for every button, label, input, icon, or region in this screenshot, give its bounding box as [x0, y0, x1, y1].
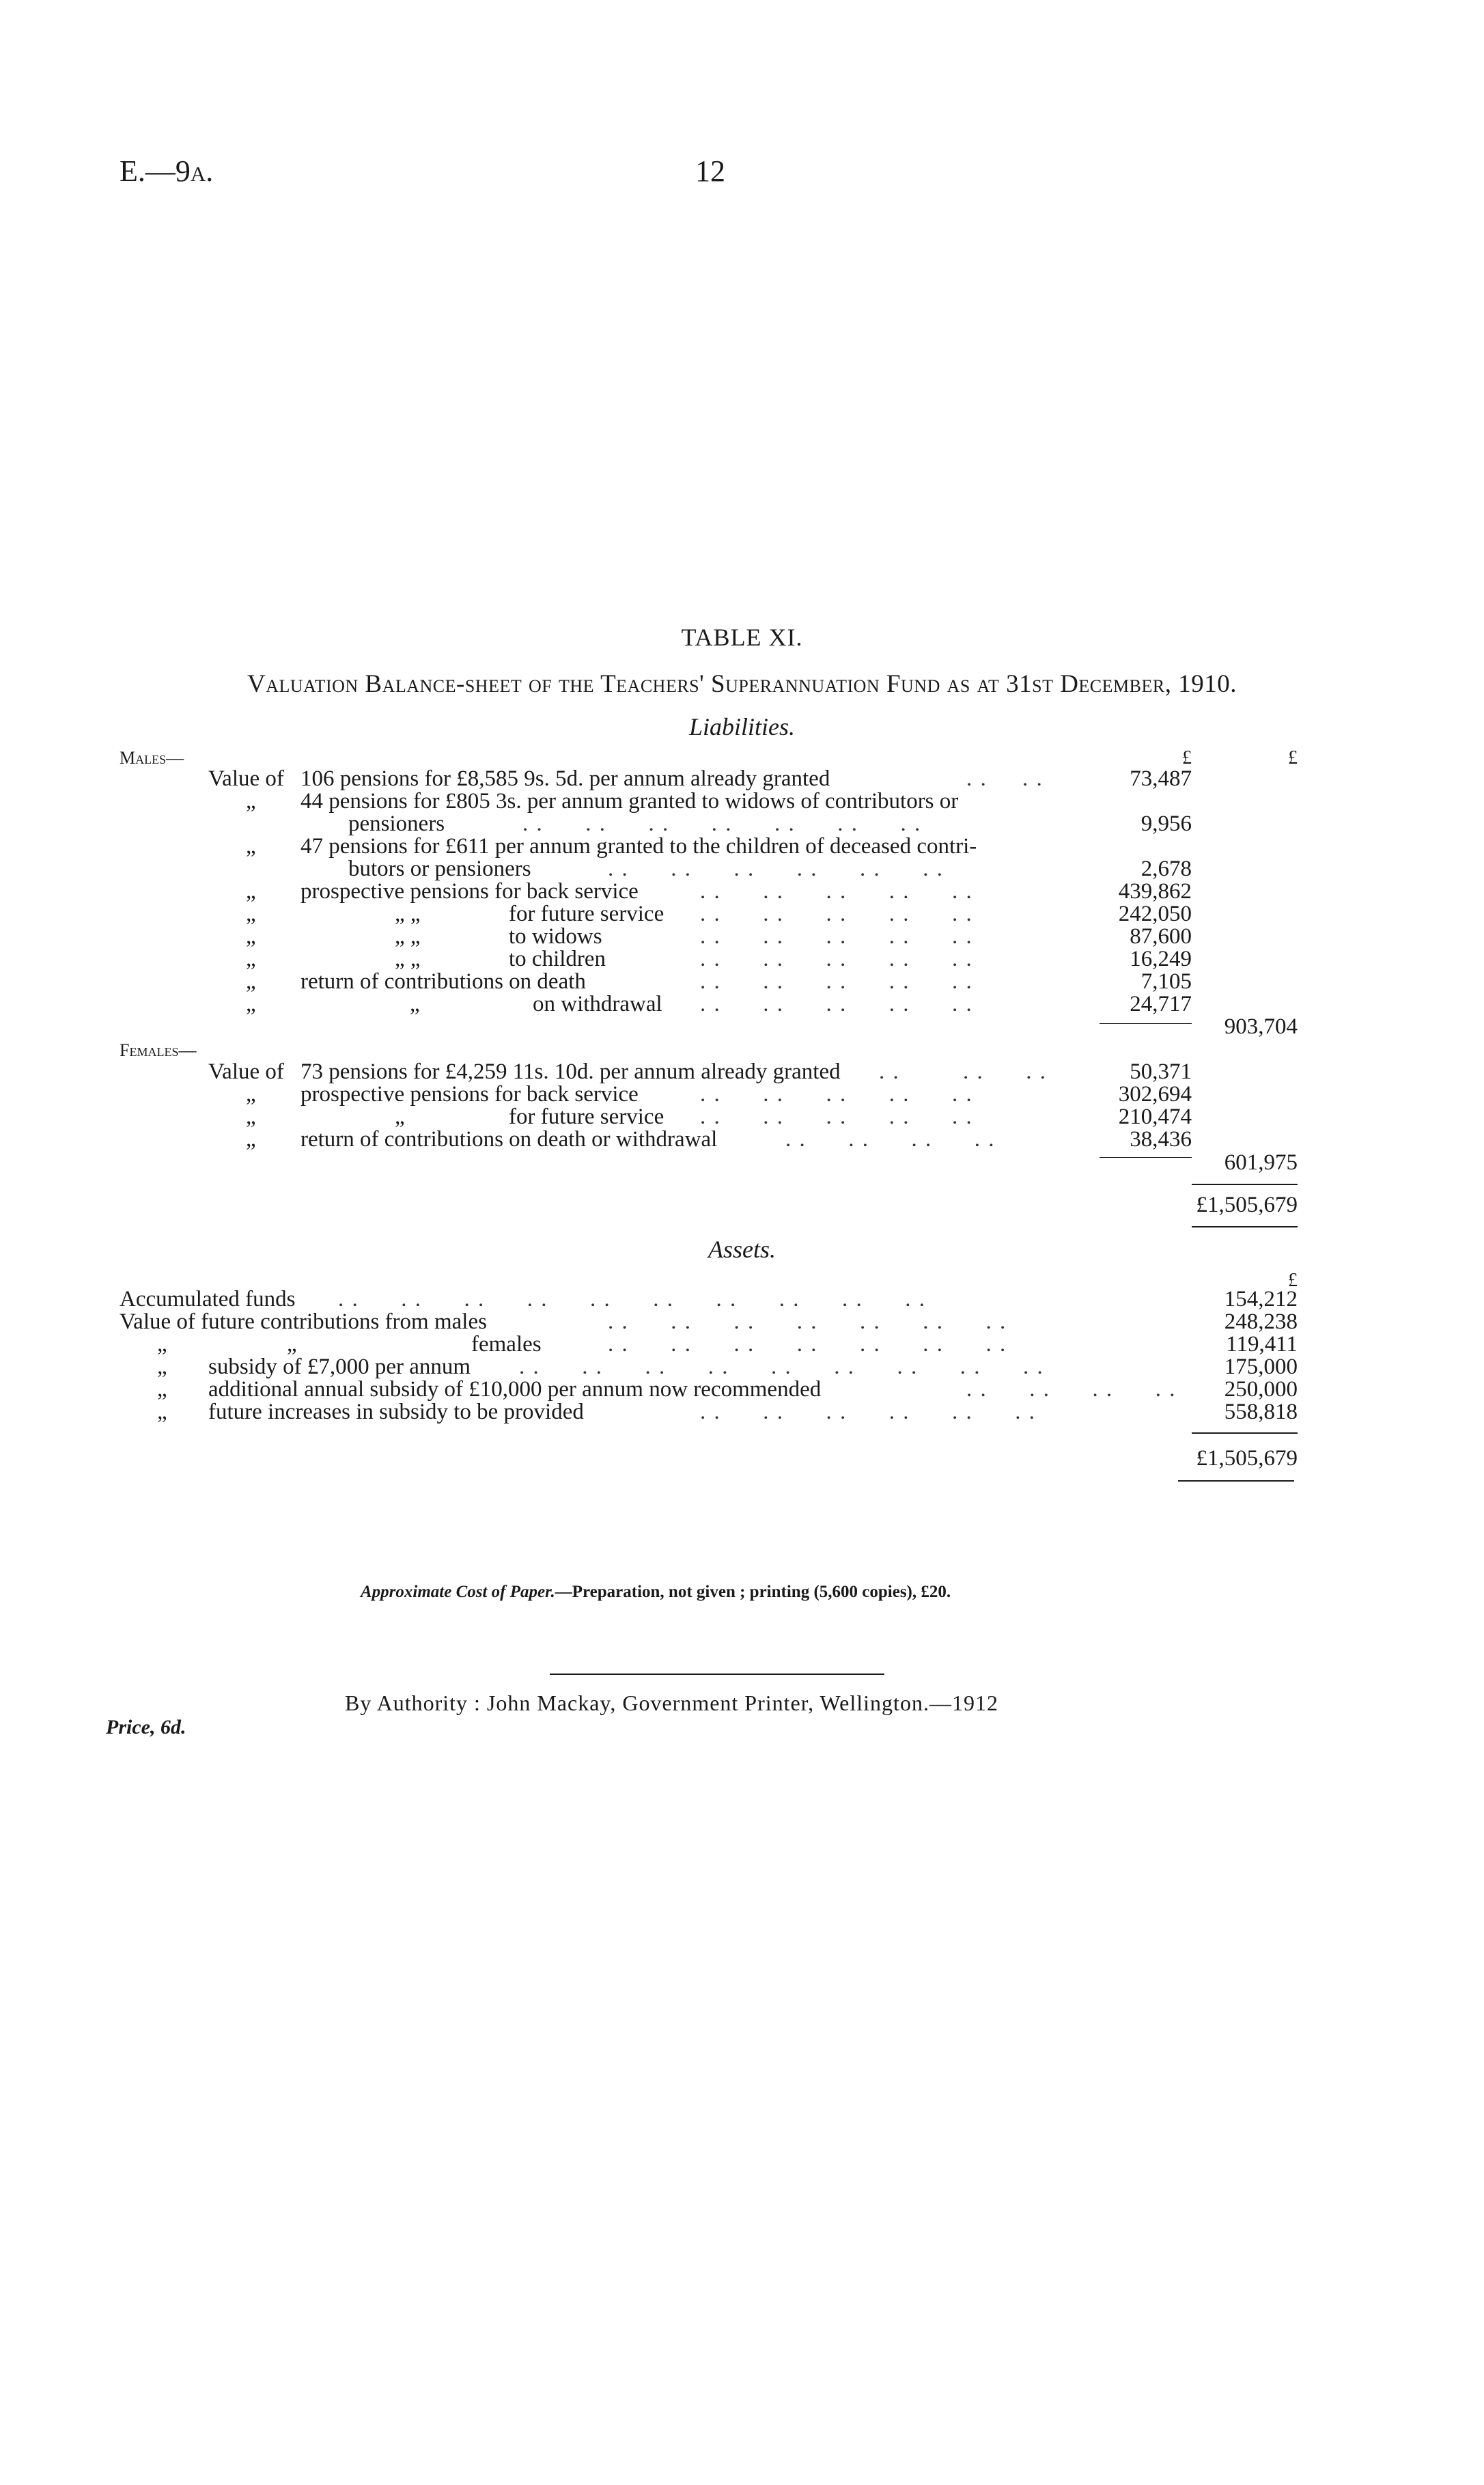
row-label: for future service — [509, 902, 664, 926]
row-amount: 2,678 — [1140, 857, 1192, 881]
asset-prefix: „ — [157, 1400, 167, 1424]
asset-label: subsidy of £7,000 per annum — [208, 1355, 471, 1379]
row-label: for future service — [509, 1105, 664, 1129]
currency-symbol-col1: £ — [1182, 747, 1192, 768]
female-row-1: Value of 73 pensions for £4,259 11s. 10d. per annum already granted . . . . . . 50,371 — [208, 1059, 1192, 1084]
row-label: return of contributions on death — [300, 969, 586, 994]
asset-label: Accumulated funds — [120, 1287, 296, 1311]
assets-total: £1,505,679 — [1196, 1446, 1298, 1471]
male-row-8: „ return of contributions on death . . . . . . . . . . 7,105 — [246, 969, 1192, 994]
row-label: prospective pensions for back service — [300, 879, 639, 904]
page-number: 12 — [695, 154, 725, 188]
row-prefix: Value of — [208, 766, 284, 791]
row-label: on withdrawal — [533, 992, 662, 1016]
asset-amount: 154,212 — [1224, 1287, 1298, 1311]
asset-row-6: „ future increases in subsidy to be provided . . . . . . . . . . . . 558,818 — [157, 1400, 1298, 1424]
currency-symbol-col2: £ — [1288, 747, 1298, 768]
male-row-6: „ „ „ to widows . . . . . . . . . . 87,600 — [246, 924, 1192, 949]
table-number: TABLE XI. — [681, 624, 803, 651]
liabilities-total-rule-bottom — [1192, 1226, 1298, 1227]
printer-authority: By Authority : John Mackay, Government Printer, Wellington.—1912 — [345, 1691, 998, 1715]
male-row-5: „ „ „ for future service . . . . . . . . . . 242,050 — [246, 902, 1192, 926]
male-row-3 — [0, 835, 1484, 858]
cost-label: Approximate Cost of Paper. — [361, 1583, 555, 1601]
row-prefix: „ — [246, 1105, 256, 1129]
asset-ditto: „ — [287, 1332, 297, 1357]
row-label-continued: pensioners — [348, 811, 445, 836]
liabilities-total-rule-top — [1192, 1184, 1298, 1185]
row-label: to children — [509, 947, 606, 971]
females-total-row — [0, 1151, 1484, 1174]
row-prefix: „ — [246, 992, 256, 1016]
row-prefix: „ — [246, 879, 256, 904]
asset-row-2: Value of future contributions from males . . . . . . . . . . . . . . 248,238 — [120, 1309, 1298, 1334]
assets-total-rule-top — [1192, 1432, 1298, 1434]
asset-label: future increases in subsidy to be provided — [208, 1400, 584, 1424]
female-row-3: „ „ for future service . . . . . . . . . . 210,474 — [246, 1105, 1192, 1129]
row-prefix: Value of — [208, 1059, 284, 1084]
liabilities-total-row — [0, 1193, 1484, 1217]
row-amount: 7,105 — [1140, 969, 1192, 994]
asset-prefix: „ — [157, 1355, 167, 1379]
male-row-7: „ „ „ to children . . . . . . . . . . 16,249 — [246, 947, 1192, 971]
asset-row-1: Accumulated funds . . . . . . . . . . . . . . . . . . . . 154,212 — [120, 1287, 1298, 1311]
assets-currency-symbol: £ — [1288, 1270, 1298, 1291]
row-ditto: „ — [410, 992, 420, 1016]
male-row-2-cont: pensioners . . . . . . . . . . . . . . 9,956 — [348, 811, 1192, 836]
asset-amount: 119,411 — [1226, 1332, 1298, 1357]
assets-total-row — [0, 1447, 1484, 1470]
row-amount: 50,371 — [1130, 1059, 1192, 1084]
male-row-1: Value of 106 pensions for £8,585 9s. 5d. per annum already granted . . . . 73,487 — [208, 766, 1192, 791]
row-ditto: „ „ — [395, 924, 421, 949]
row-ditto: „ „ — [395, 947, 421, 971]
female-row-4: „ return of contributions on death or withdrawal . . . . . . . . 38,436 — [246, 1127, 1192, 1152]
male-row-4: „ prospective pensions for back service . . . . . . . . . . 439,862 — [246, 879, 1192, 904]
row-amount: 439,862 — [1118, 879, 1192, 904]
row-label: 47 pensions for £611 per annum granted to the children of deceased contri- — [300, 834, 977, 859]
row-amount: 302,694 — [1118, 1082, 1192, 1107]
row-ditto: „ „ — [395, 902, 421, 926]
females-label: Females— — [120, 1040, 197, 1060]
row-label: to widows — [509, 924, 602, 949]
row-amount: 16,249 — [1130, 947, 1192, 971]
footer-rule — [550, 1674, 884, 1675]
row-prefix: „ — [246, 924, 256, 949]
male-row-9: „ „ on withdrawal . . . . . . . . . . 24,717 — [246, 992, 1192, 1016]
row-prefix: „ — [246, 947, 256, 971]
row-amount: 242,050 — [1118, 902, 1192, 926]
asset-amount: 175,000 — [1224, 1355, 1298, 1379]
row-label: 106 pensions for £8,585 9s. 5d. per annum already granted — [300, 766, 830, 791]
females-total: 601,975 — [1224, 1150, 1298, 1175]
liabilities-total: £1,505,679 — [1196, 1193, 1298, 1217]
asset-row-5: „ additional annual subsidy of £10,000 per annum now recommended . . . . . . . . 250,000 — [157, 1377, 1298, 1402]
row-amount: 73,487 — [1130, 766, 1192, 791]
row-label-continued: butors or pensioners — [348, 857, 531, 881]
row-label: 73 pensions for £4,259 11s. 10d. per annum already granted — [300, 1059, 841, 1084]
male-row-3-cont: butors or pensioners . . . . . . . . . . . . 2,678 — [348, 857, 1192, 881]
row-prefix: „ — [246, 969, 256, 994]
row-amount: 87,600 — [1130, 924, 1192, 949]
male-row-2 — [0, 790, 1484, 813]
cost-of-paper — [361, 1583, 951, 1602]
row-prefix: „ — [246, 902, 256, 926]
males-label: Males— — [120, 748, 184, 768]
row-prefix: „ — [246, 1127, 256, 1152]
males-total: 903,704 — [1224, 1014, 1298, 1039]
asset-label: females — [471, 1332, 542, 1357]
asset-amount: 248,238 — [1224, 1309, 1298, 1334]
asset-amount: 250,000 — [1224, 1377, 1298, 1402]
female-row-2: „ prospective pensions for back service . . . . . . . . . . 302,694 — [246, 1082, 1192, 1107]
assets-total-rule-bottom — [1178, 1480, 1294, 1482]
row-prefix: „ — [246, 789, 256, 814]
females-label-row — [0, 1039, 1484, 1062]
cost-text: —Preparation, not given ; printing (5,600 copies), £20. — [555, 1583, 951, 1601]
row-label: return of contributions on death or withdrawal — [300, 1127, 718, 1152]
males-total-row — [0, 1015, 1484, 1038]
page-reference: E.—9a. — [120, 154, 214, 188]
row-amount: 38,436 — [1130, 1127, 1192, 1152]
assets-heading: Assets. — [708, 1236, 776, 1263]
table-title: Valuation Balance-sheet of the Teachers' Superannuation Fund as at 31st December, 1910. — [247, 670, 1237, 698]
row-amount: 9,956 — [1140, 811, 1192, 836]
row-amount: 210,474 — [1118, 1105, 1192, 1129]
row-label: 44 pensions for £805 3s. per annum granted to widows of contributors or — [300, 789, 959, 814]
row-ditto: „ — [395, 1105, 405, 1129]
asset-label: Value of future contributions from males — [120, 1309, 487, 1334]
asset-amount: 558,818 — [1224, 1400, 1298, 1424]
row-prefix: „ — [246, 1082, 256, 1107]
asset-row-3: „ „ females . . . . . . . . . . . . . . 119,411 — [157, 1332, 1298, 1357]
row-label: prospective pensions for back service — [300, 1082, 639, 1107]
liabilities-heading: Liabilities. — [688, 713, 796, 740]
asset-row-4: „ subsidy of £7,000 per annum . . . . . . . . . . . . . . . . . . 175,000 — [157, 1355, 1298, 1379]
row-prefix: „ — [246, 834, 256, 859]
asset-prefix: „ — [157, 1332, 167, 1357]
price: Price, 6d. — [106, 1716, 186, 1738]
asset-label: additional annual subsidy of £10,000 per annum now recommended — [208, 1377, 822, 1402]
asset-prefix: „ — [157, 1377, 167, 1402]
row-amount: 24,717 — [1130, 992, 1192, 1016]
